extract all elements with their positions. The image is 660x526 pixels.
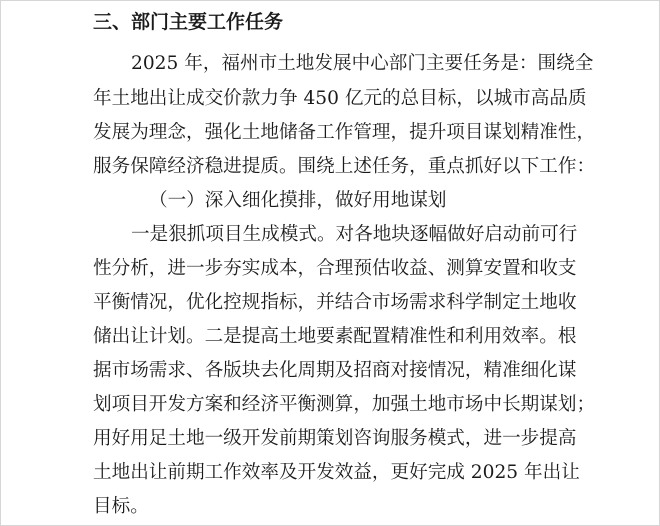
paragraph2-line-6: 划项目开发方案和经济平衡测算，加强土地市场中长期谋划； [93,394,596,415]
paragraph2-line-8: 土地出让前期工作效率及开发效益，更好完成 2025 年出让 [93,462,580,483]
paragraph2-line-7: 用好用足土地一级开发前期策划咨询服务模式，进一步提高 [93,428,577,449]
paragraph1-line-1: 2025 年，福州市土地发展中心部门主要任务是：围绕全 [131,53,594,74]
paragraph2-line-4: 储出让计划。二是提高土地要素配置精准性和利用效率。根 [93,326,577,347]
paragraph1-line-2: 年土地出让成交价款力争 450 亿元的总目标，以城市高品质 [93,88,587,109]
paragraph2-line-9: 目标。 [93,496,149,517]
section-heading: 三、部门主要工作任务 [93,11,284,33]
paragraph1-line-3: 发展为理念，强化土地储备工作管理，提升项目谋划精准性， [93,122,596,143]
paragraph2-line-1: 一是狠抓项目生成模式。对各地块逐幅做好启动前可行 [131,224,578,245]
subheading: （一）深入细化摸排，做好用地谋划 [149,190,447,211]
paragraph2-line-3: 平衡情况，优化控规指标，并结合市场需求科学制定土地收 [93,292,577,313]
paragraph1-line-4: 服务保障经济稳进提质。围绕上述任务，重点抓好以下工作： [93,156,596,177]
paragraph2-line-2: 性分析，进一步夯实成本，合理预估收益、测算安置和收支 [93,258,577,279]
paragraph2-line-5: 据市场需求、各版块去化周期及招商对接情况，精准细化谋 [93,360,577,381]
